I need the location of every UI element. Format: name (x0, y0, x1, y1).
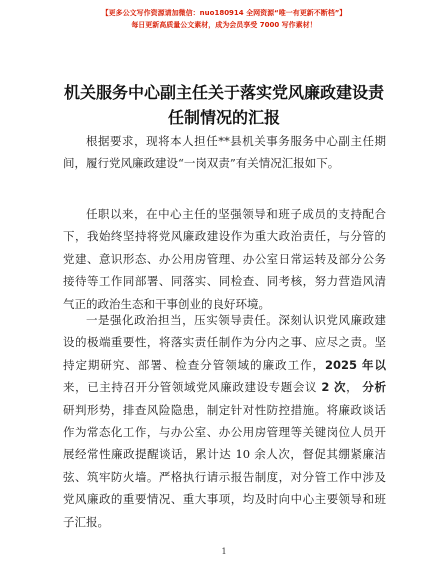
paragraph-line: 根据要求，现将本人担任**县机关事务服务中心副主任期 (86, 134, 386, 148)
title-line-1: 机关服务中心副主任关于落实党风廉政建设责 (63, 83, 384, 102)
text-segment: 持定期研究、部署、检查分管领域的廉政工作， (63, 357, 326, 372)
paragraph-line: 任职以来，在中心主任的坚强领导和班子成员的支持配合 (86, 207, 386, 221)
paragraph-line: 党风廉政的重要情况、重大事项，均及时向中心主要领导和班 (63, 492, 386, 507)
paragraph-intro (63, 130, 386, 175)
paragraph-line: 研判形势，排查风险隐患，制定针对性防控措施。将廉政谈话 (63, 402, 386, 417)
paragraph-line: 展经常性廉政提醒谈话，累计达 10 余人次，督促其绷紧廉洁 (63, 447, 386, 462)
paragraph-line: 设的极端重要性，将落实责任制作为分内之事、应尽之责。坚 (63, 335, 386, 350)
page-number: 1 (221, 547, 227, 556)
paragraph-line: 气正的政治生态和干事创业的良好环境。 (63, 296, 270, 311)
promo-banner-line-1: 【更多公文写作资源请加微信：nuo180914 全网资源“唯一有更新不断档”】 (101, 9, 347, 17)
text-segment: 来，已主持召开分管领域党风廉政建设专题会议 (63, 380, 318, 395)
paragraph-line: 作为常态化工作，与办公室、办公用房管理等关键岗位人员开 (63, 424, 386, 439)
paragraph-political-responsibility (63, 309, 386, 533)
document-title (40, 80, 408, 130)
paragraph-line: 间，履行党风廉政建设“一岗双责”有关情况汇报如下。 (63, 156, 340, 171)
paragraph-line: 接待等工作同部署、同落实、同检查、同考核，努力营造风清 (63, 274, 386, 289)
paragraph-overview (63, 203, 386, 315)
bold-analysis: 分析 (362, 380, 386, 395)
paragraph-line: 弦、筑牢防火墙。严格执行请示报告制度，对分管工作中涉及 (63, 469, 386, 484)
bold-count: 2 次 (321, 380, 347, 395)
paragraph-line: 来，已主持召开分管领域党风廉政建设专题会议 2 次， 分析 (63, 380, 386, 395)
bold-year: 2025 年以 (325, 357, 386, 372)
paragraph-line: 子汇报。 (63, 514, 109, 529)
title-line-2: 任制情况的汇报 (167, 108, 280, 127)
paragraph-line: 一是强化政治担当，压实领导责任。深刻认识党风廉政建 (86, 313, 386, 327)
promo-banner-line-2: 每日更新高质量公文素材，成为会员享受 7000 写作素材！ (131, 21, 317, 29)
paragraph-line (63, 354, 386, 376)
paragraph-line: 党建、意识形态、办公用房管理、办公室日常运转及部分公务 (63, 251, 386, 266)
paragraph-line: 下，我始终坚持将党风廉政建设作为重大政治责任，与分管的 (63, 229, 386, 244)
